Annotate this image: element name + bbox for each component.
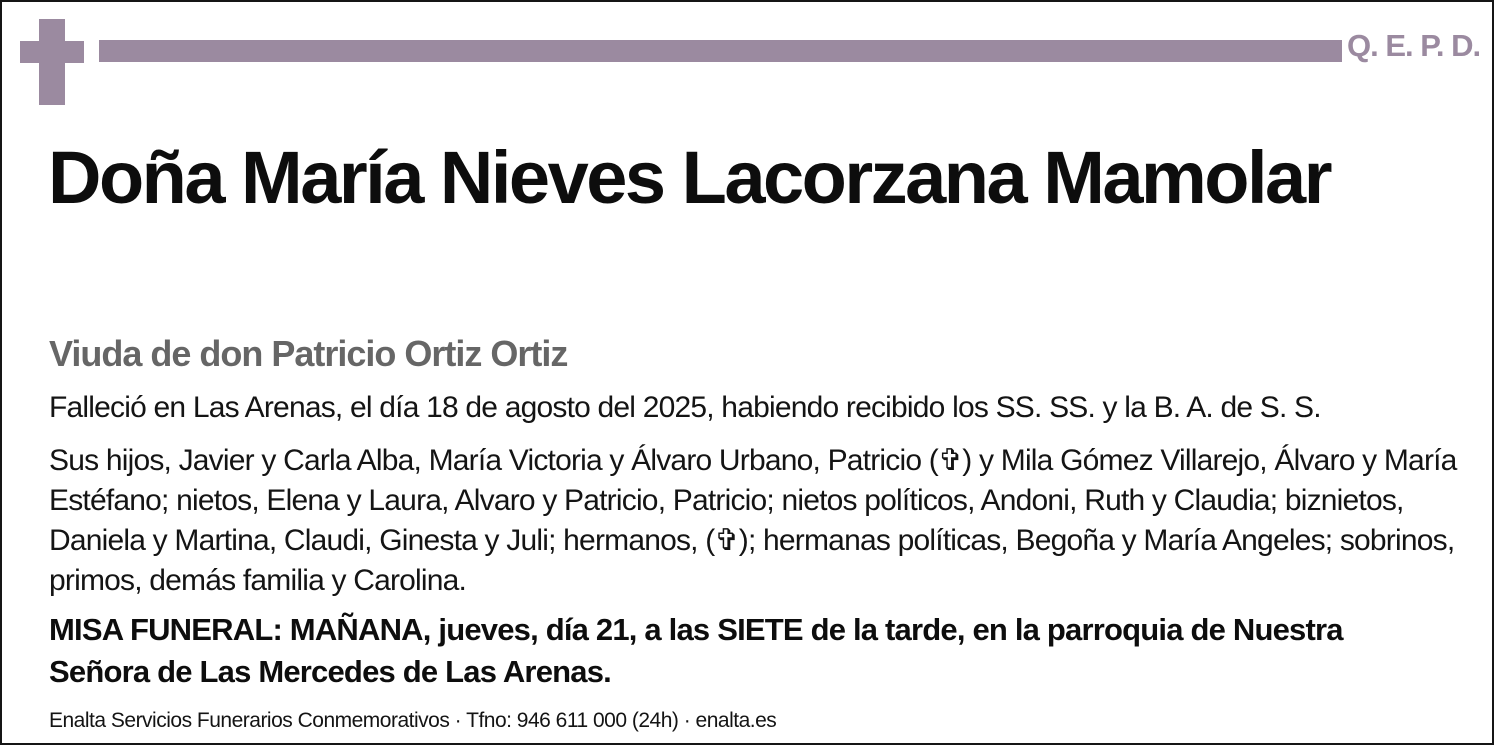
cross-horizontal-arm <box>20 41 84 63</box>
relationship-subtitle: Viuda de don Patricio Ortiz Ortiz <box>49 333 568 374</box>
cross-icon <box>20 19 84 105</box>
death-announcement: Falleció en Las Arenas, el día 18 de agosto del 2025, habiendo recibido los SS. SS. y la B. A. de S. S. <box>49 391 1321 424</box>
funeral-home-footer: Enalta Servicios Funerarios Conmemorativos · Tfno: 946 611 000 (24h) · enalta.es <box>49 709 777 732</box>
deceased-name-title: Doña María Nieves Lacorzana Mamolar <box>48 136 1331 219</box>
family-members-paragraph: Sus hijos, Javier y Carla Alba, María Victoria y Álvaro Urbano, Patricio (✞) y Mila Gómez Villarejo, Álvaro y María Estéfano; nietos, Elena y Laura, Alvaro y Patricio, Patricio; nietos políticos, Andoni, Ruth y Claudia; biznietos, Daniela y Martina, Claudi, Ginesta y Juli; hermanos, (✞); hermanas políticas, Begoña y María Angeles; sobrinos, primos, demás familia y Carolina. <box>49 444 1457 597</box>
header-rule-bar <box>99 40 1342 62</box>
qepd-label: Q. E. P. D. <box>1347 28 1481 63</box>
funeral-mass-announcement: MISA FUNERAL: MAÑANA, jueves, día 21, a las SIETE de la tarde, en la parroquia de Nuestra Señora de Las Mercedes de Las Arenas. <box>49 612 1343 689</box>
